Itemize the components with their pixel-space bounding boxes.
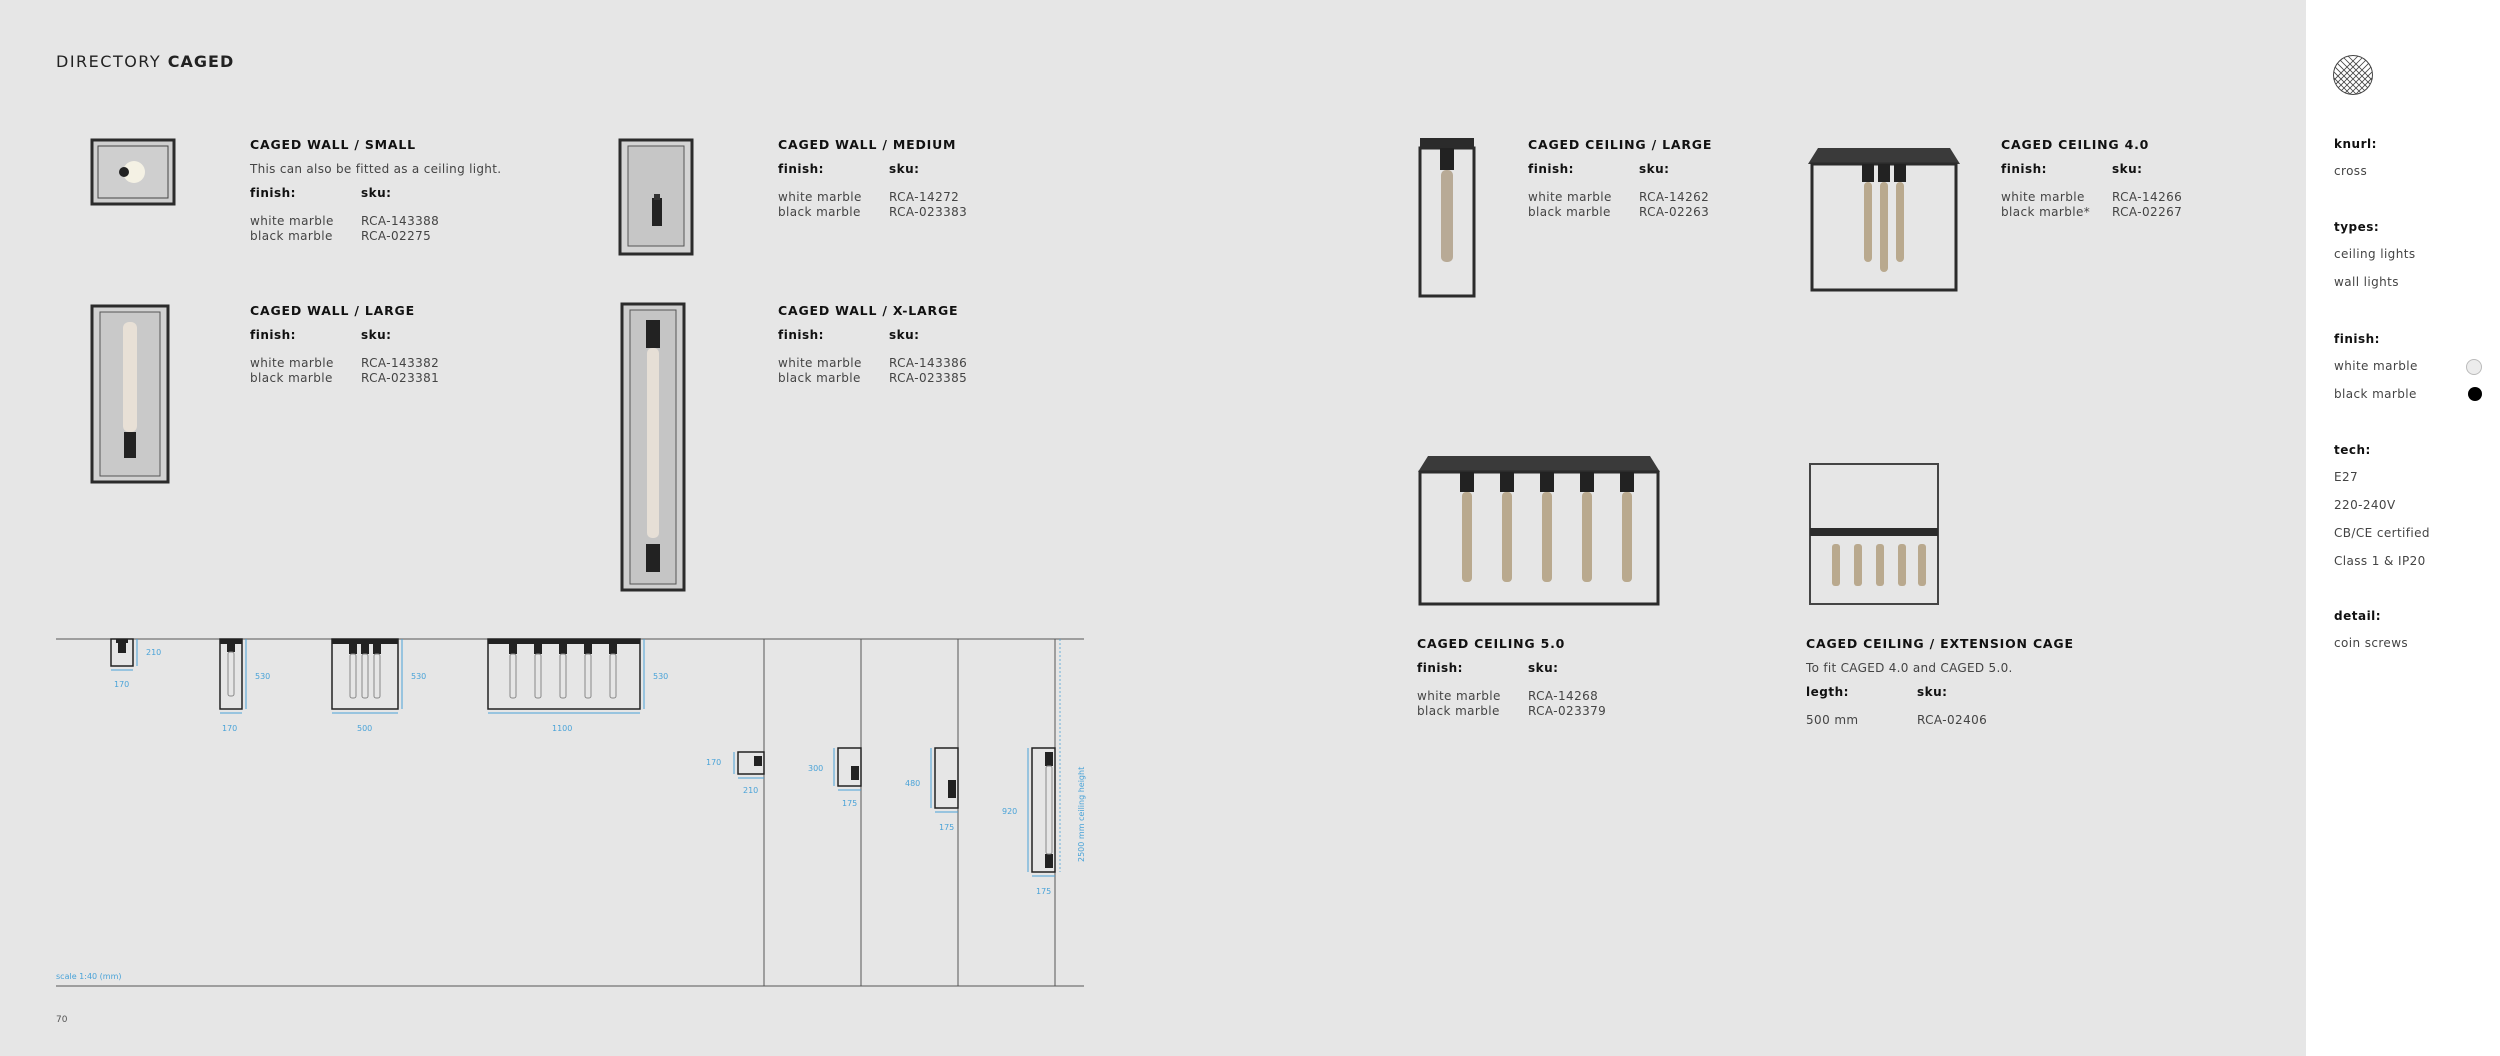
spec-row: white marble RCA-143388: [250, 214, 440, 228]
sidebar-detail: [2334, 609, 2474, 651]
finish-header: finish:: [778, 328, 824, 342]
spec-row: white marble RCA-14268: [1417, 689, 1599, 703]
dimension-label: 530: [653, 672, 669, 681]
spec-row: black marble RCA-023383: [778, 205, 968, 219]
product-name: CAGED WALL / X-LARGE: [778, 303, 959, 318]
sku-header: sku:: [1639, 162, 1670, 176]
sidebar-heading: knurl:: [2334, 137, 2377, 151]
product-name: CAGED CEILING 5.0: [1417, 636, 1566, 651]
sidebar: [2306, 0, 2500, 1056]
sidebar-item: wall lights: [2334, 275, 2399, 289]
ceiling-height-label: 2500 mm ceiling height: [1077, 766, 1086, 862]
dimension-label: 170: [706, 758, 722, 767]
spec-row: black marble RCA-02263: [1528, 205, 1710, 219]
sidebar-item: black marble: [2334, 386, 2482, 402]
finish-header: finish:: [1417, 661, 1463, 675]
sidebar-heading: detail:: [2334, 609, 2382, 623]
dimension-label: 175: [1036, 887, 1052, 896]
product-caged-ceiling-large: [1528, 137, 1712, 220]
sidebar-item: white marble: [2334, 358, 2482, 374]
caged-wall-xlarge-image: [618, 300, 692, 596]
finish-header: finish:: [1528, 162, 1574, 176]
sku-header: sku:: [889, 328, 920, 342]
caged-wall-large-image: [88, 302, 176, 488]
sidebar-item: coin screws: [2334, 636, 2409, 650]
product-name: CAGED CEILING / EXTENSION CAGE: [1806, 636, 2074, 651]
spec-row: black marble* RCA-02267: [2001, 205, 2183, 219]
black-marble-swatch: [2468, 387, 2482, 401]
sidebar-item: CB/CE certified: [2334, 526, 2430, 540]
sidebar-item: Class 1 & IP20: [2334, 554, 2426, 568]
sidebar-item: ceiling lights: [2334, 247, 2416, 261]
page-title: DIRECTORY CAGED: [56, 52, 235, 71]
product-caged-ceiling-extension: [1806, 636, 2074, 728]
product-caged-wall-small: [250, 137, 501, 244]
dimension-label: 300: [808, 764, 824, 773]
sidebar-types: [2334, 220, 2474, 290]
sidebar-item: cross: [2334, 164, 2368, 178]
sidebar-knurl: [2334, 137, 2474, 179]
sku-header: sku:: [361, 186, 392, 200]
sidebar-tech: [2334, 443, 2474, 569]
spec-row: white marble RCA-143386: [778, 356, 968, 370]
product-caged-wall-large: [250, 303, 439, 386]
scale-diagram: [56, 630, 1096, 990]
sidebar-finish: [2334, 332, 2482, 402]
sidebar-heading: finish:: [2334, 332, 2380, 346]
product-description: This can also be fitted as a ceiling light.: [250, 162, 502, 176]
finish-header: finish:: [250, 186, 296, 200]
dimension-label: 1100: [552, 724, 573, 733]
dimension-label: 175: [842, 799, 858, 808]
caged-ceiling-large-image: [1414, 134, 1480, 300]
spec-table: [778, 162, 967, 220]
spec-table: [2001, 162, 2182, 220]
spec-row: black marble RCA-023385: [778, 371, 968, 385]
product-name: CAGED WALL / MEDIUM: [778, 137, 957, 152]
finish-header: finish:: [778, 162, 824, 176]
spec-table: [250, 186, 439, 244]
spec-table: [778, 328, 967, 386]
finish-header: finish:: [2001, 162, 2047, 176]
caged-wall-small-image: [88, 136, 182, 208]
spec-row: white marble RCA-14262: [1528, 190, 1710, 204]
dimension-label: 480: [905, 779, 921, 788]
sidebar-heading: types:: [2334, 220, 2380, 234]
sidebar-item: E27: [2334, 470, 2359, 484]
dimension-label: 530: [411, 672, 427, 681]
dimension-label: 210: [146, 648, 162, 657]
product-caged-ceiling-5: [1417, 636, 1606, 719]
sku-header: sku:: [1917, 685, 1948, 699]
product-name: CAGED WALL / SMALL: [250, 137, 416, 152]
spec-row: white marble RCA-14266: [2001, 190, 2183, 204]
scale-label: scale 1:40 (mm): [56, 972, 122, 981]
caged-ceiling-4-image: [1804, 130, 1964, 296]
product-name: CAGED CEILING 4.0: [2001, 137, 2150, 152]
spec-row: 500 mm RCA-02406: [1806, 713, 1988, 727]
knurl-cross-icon: [2332, 54, 2374, 96]
product-caged-ceiling-4: [2001, 137, 2182, 220]
dimension-label: 170: [222, 724, 238, 733]
caged-ceiling-extension-image: [1806, 460, 1946, 610]
spec-row: white marble RCA-14272: [778, 190, 960, 204]
sku-header: sku:: [889, 162, 920, 176]
dimension-label: 210: [743, 786, 759, 795]
dimension-label: 920: [1002, 807, 1018, 816]
product-caged-wall-xlarge: [778, 303, 967, 386]
sku-header: sku:: [361, 328, 392, 342]
white-marble-swatch: [2466, 359, 2482, 375]
finish-header: finish:: [250, 328, 296, 342]
caged-ceiling-5-image: [1414, 444, 1664, 610]
dimension-label: 500: [357, 724, 373, 733]
length-header: legth:: [1806, 685, 1849, 699]
dimension-label: 530: [255, 672, 271, 681]
product-description: To fit CAGED 4.0 and CAGED 5.0.: [1806, 661, 2013, 675]
spec-row: black marble RCA-02275: [250, 229, 432, 243]
spec-row: black marble RCA-023379: [1417, 704, 1607, 718]
product-caged-wall-medium: [778, 137, 967, 220]
sidebar-heading: tech:: [2334, 443, 2371, 457]
spec-table: [1528, 162, 1709, 220]
spec-row: white marble RCA-143382: [250, 356, 440, 370]
spec-table: [250, 328, 439, 386]
spec-table: [1806, 685, 1987, 728]
sidebar-item: 220-240V: [2334, 498, 2396, 512]
sku-header: sku:: [2112, 162, 2143, 176]
dimension-label: 175: [939, 823, 955, 832]
spec-table: [1417, 661, 1606, 719]
dimension-label: 170: [114, 680, 130, 689]
spec-row: black marble RCA-023381: [250, 371, 440, 385]
caged-wall-medium-image: [616, 136, 700, 260]
product-name: CAGED CEILING / LARGE: [1528, 137, 1713, 152]
product-name: CAGED WALL / LARGE: [250, 303, 415, 318]
page-number-left: 70: [56, 1015, 68, 1025]
sku-header: sku:: [1528, 661, 1559, 675]
